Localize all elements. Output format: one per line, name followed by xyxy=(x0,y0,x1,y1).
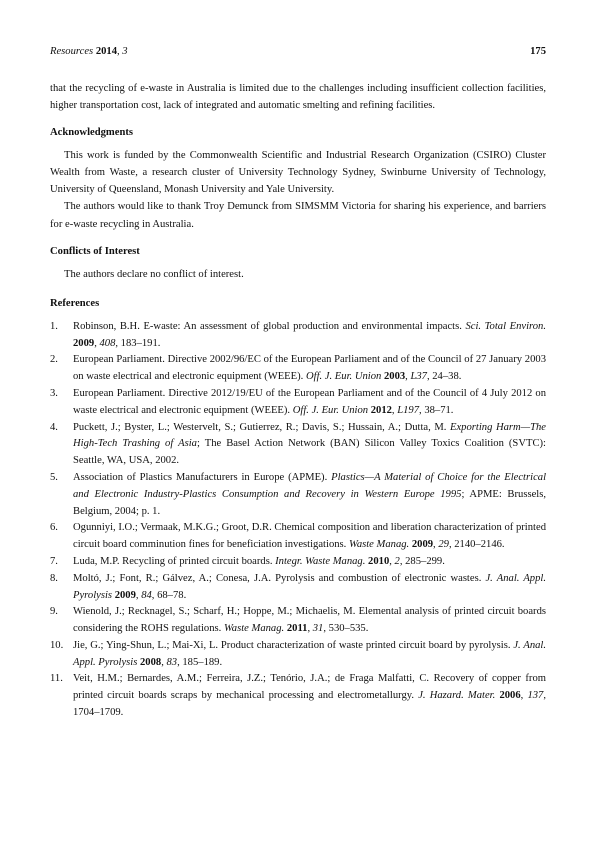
acknowledgments-heading: Acknowledgments xyxy=(50,127,133,139)
header-page-number: 175 xyxy=(530,46,546,57)
conflicts-heading: Conflicts of Interest xyxy=(50,245,140,257)
reference-journal: Waste Manag. xyxy=(348,539,410,551)
acknowledgments-paragraph-1: This work is funded by the Commonwealth Scientific and Industrial Research Organization (CSIRO) Cluster Wealth from Waste, a research cluster of University Technology Sydney, Swinburne University of Technology, University of Queensland, Monash University and Yale University. xyxy=(50,150,546,196)
reference-authors: Puckett, J.; Byster, L.; Westervelt, S.; Gutierrez, R.; Davis, S.; Hussain, A.; Dutta, M. xyxy=(73,421,447,433)
header-journal: Resources xyxy=(50,46,94,57)
reference-pages: 185–189. xyxy=(182,656,223,668)
header-year: 2014 xyxy=(95,46,117,57)
conflicts-text: The authors declare no conflict of interest. xyxy=(64,268,244,280)
reference-item xyxy=(50,470,546,520)
reference-number: 7. xyxy=(50,555,58,567)
reference-authors: Moltó, J.; Font, R.; Gálvez, A.; Conesa, J.A. Pyrolysis and combustion of electronic wastes. xyxy=(73,572,482,584)
reference-pages: 530–535. xyxy=(328,623,369,635)
intro-paragraph: that the recycling of e-waste in Australia is limited due to the challenges including insufficient collection facilities, higher transportation cost, lack of integrated and automatic smelting and refining facilities. xyxy=(50,83,546,112)
reference-pages: 24–38. xyxy=(432,371,462,383)
reference-volume: L37 xyxy=(410,371,427,383)
reference-volume: 137 xyxy=(527,690,544,702)
reference-journal: J. Anal. Appl. Pyrolysis xyxy=(73,572,546,601)
reference-journal: J. Anal. Appl. Pyrolysis xyxy=(73,639,547,668)
reference-journal: Off. J. Eur. Union xyxy=(305,371,382,383)
acknowledgments-paragraph-2: The authors would like to thank Troy Demunck from SIMSMM Victoria for sharing his experience, and barriers for e-waste recycling in Australia. xyxy=(50,201,546,230)
reference-authors: European Parliament. Directive 2012/19/EU of the European Parliament and of the Council of 4 July 2012 on waste electrical and electronic equipment (WEEE). xyxy=(73,387,546,416)
reference-item: 6. Ogunniyi, I.O.; Vermaak, M.K.G.; Groot, D.R. Chemical composition and liberation characterization of printed circuit board comminution fines for beneficiation investigations. Waste Manag. 2009, 29, 2140–2146. xyxy=(50,522,546,551)
reference-authors: Association of Plastics Manufacturers in Europe (APME). xyxy=(73,471,328,483)
reference-year: 2008 xyxy=(140,656,162,668)
reference-volume: 408 xyxy=(99,337,116,349)
reference-number: 4. xyxy=(50,421,58,433)
reference-item: 1. Robinson, B.H. E-waste: An assessment of global production and environmental impacts. Sci. Total Environ. 2009, 408, 183–191. xyxy=(50,320,547,349)
reference-item: 7. Luda, M.P. Recycling of printed circuit boards. Integr. Waste Manag. 2010, 2, 285–299. xyxy=(50,554,546,571)
reference-authors: Ogunniyi, I.O.; Vermaak, M.K.G.; Groot, D.R. Chemical composition and liberation characterization of printed circuit board comminution fines for beneficiation investigations. xyxy=(73,522,546,551)
reference-item: 3. European Parliament. Directive 2012/19/EU of the European Parliament and of the Council of 4 July 2012 on waste electrical and electronic equipment (WEEE). Off. J. Eur. Union 2012, L197, 38–71. xyxy=(50,387,546,416)
reference-volume: 83 xyxy=(166,656,178,668)
reference-year: 2009 xyxy=(411,539,434,551)
reference-number: 11. xyxy=(50,673,63,685)
reference-journal: Sci. Total Environ. xyxy=(465,320,547,332)
header-citation: Resources 2014, 3 xyxy=(50,46,128,57)
reference-pages: 2140–2146. xyxy=(454,539,505,551)
reference-publisher: ; APME: Brussels, Belgium, 2004; p. 1. xyxy=(73,488,546,517)
reference-pages: 68–78. xyxy=(157,589,187,601)
reference-year: 2006 xyxy=(499,690,521,702)
reference-journal: J. Hazard. Mater. xyxy=(418,690,496,702)
reference-journal: Off. J. Eur. Union xyxy=(292,404,369,416)
header-volume: 3 xyxy=(122,46,128,57)
reference-year: 2009 xyxy=(114,589,136,601)
reference-number: 1. xyxy=(50,320,58,332)
reference-number: 10. xyxy=(50,639,64,651)
reference-authors: European Parliament. Directive 2002/96/EC of the European Parliament and of the Council of 27 January 2003 on waste electrical and electronic equipment (WEEE). xyxy=(73,354,546,383)
reference-list xyxy=(50,319,546,722)
reference-journal: Waste Manag. xyxy=(223,623,285,635)
reference-item: 10. Jie, G.; Ying-Shun, L.; Mai-Xi, L. Product characterization of waste printed circuit board by pyrolysis. J. Anal. Appl. Pyrolysis 2008, 83, 185–189. xyxy=(50,639,547,668)
references-heading: References xyxy=(50,297,100,309)
reference-authors: Wienold, J.; Recknagel, S.; Scharf, H.; Hoppe, M.; Michaelis, M. Elemental analysis of printed circuit boards considering the ROHS regulations. xyxy=(73,606,546,635)
article-body xyxy=(50,80,546,722)
reference-title: Plastics—A Material of Choice for the Electrical and Electronic Industry-Plastics Consumption and Recovery in Western Europe 1995 xyxy=(73,471,547,500)
reference-item: 9. Wienold, J.; Recknagel, S.; Scharf, H.; Hoppe, M.; Michaelis, M. Elemental analysis of printed circuit boards considering the ROHS regulations. Waste Manag. 2011, 31, 530–535. xyxy=(50,606,546,635)
reference-year: 2010 xyxy=(368,555,390,567)
reference-pages: 285–299. xyxy=(405,555,445,567)
reference-authors: Jie, G.; Ying-Shun, L.; Mai-Xi, L. Product characterization of waste printed circuit board by pyrolysis. xyxy=(73,639,511,651)
reference-number: 5. xyxy=(50,471,58,483)
reference-volume: 84 xyxy=(141,589,152,601)
reference-year: 2003 xyxy=(383,371,406,383)
reference-pages: 183–191. xyxy=(120,337,161,349)
reference-item: 2. European Parliament. Directive 2002/96/EC of the European Parliament and of the Council of 27 January 2003 on waste electrical and electronic equipment (WEEE). Off. J. Eur. Union 2003, L37, 24–38. xyxy=(50,354,546,383)
reference-year: 2011 xyxy=(286,623,308,635)
reference-number: 8. xyxy=(50,572,58,584)
reference-volume: 29 xyxy=(438,539,449,551)
reference-number: 3. xyxy=(50,387,58,399)
reference-number: 6. xyxy=(50,522,58,534)
reference-volume: 31 xyxy=(312,623,324,635)
reference-authors: Luda, M.P. Recycling of printed circuit boards. xyxy=(73,555,273,567)
reference-authors: Veit, H.M.; Bernardes, A.M.; Ferreira, J.Z.; Tenório, J.A.; de Fraga Malfatti, C. Recovery of copper from printed circuit boards scraps by mechanical processing and electrometallurgy. xyxy=(73,673,546,702)
reference-pages: 1704–1709. xyxy=(73,707,124,719)
reference-item xyxy=(50,420,546,470)
reference-item: 11. Veit, H.M.; Bernardes, A.M.; Ferreira, J.Z.; Tenório, J.A.; de Fraga Malfatti, C. Recovery of copper from printed circuit boards scraps by mechanical processing and electrometallurgy. J. Hazard. Mater. 2006, 137, 1704–1709. xyxy=(50,673,546,719)
reference-authors: Robinson, B.H. E-waste: An assessment of global production and environmental impacts. xyxy=(73,320,462,332)
reference-number: 2. xyxy=(50,354,58,366)
reference-journal: Integr. Waste Manag. xyxy=(275,555,366,567)
reference-publisher: ; The Basel Action Network (BAN) Silicon Valley Toxics Coalition (SVTC): Seattle, WA, USA, 2002. xyxy=(73,438,546,467)
reference-year: 2012 xyxy=(370,404,392,416)
reference-number: 9. xyxy=(50,606,58,618)
running-header xyxy=(50,46,546,60)
reference-item: 8. Moltó, J.; Font, R.; Gálvez, A.; Conesa, J.A. Pyrolysis and combustion of electronic wastes. J. Anal. Appl. Pyrolysis 2009, 84, 68–78. xyxy=(50,572,546,601)
reference-year: 2009 xyxy=(73,337,95,349)
reference-volume: L197 xyxy=(397,404,420,416)
reference-pages: 38–71. xyxy=(424,404,454,416)
reference-title: Exporting Harm—The High-Tech Trashing of Asia xyxy=(73,421,546,450)
reference-volume: 2 xyxy=(394,555,400,567)
